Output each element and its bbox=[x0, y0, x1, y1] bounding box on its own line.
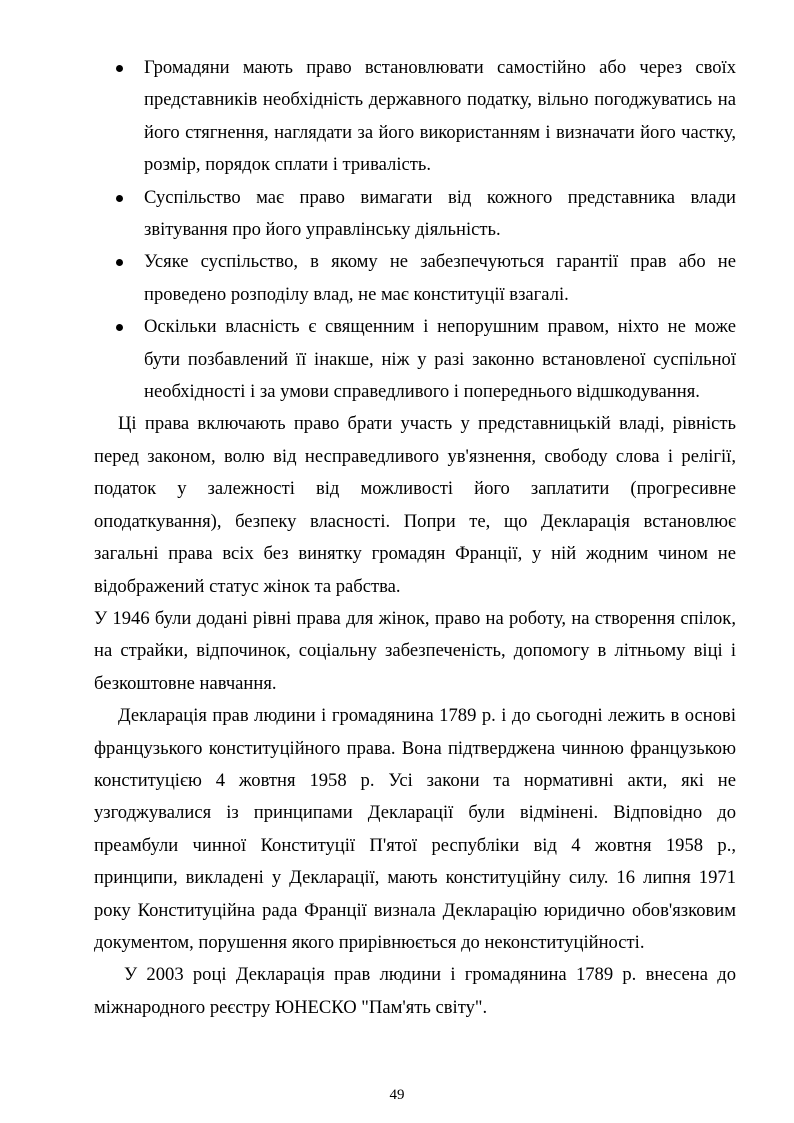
list-item bbox=[94, 311, 736, 408]
bullet-icon bbox=[116, 259, 123, 266]
constitutional-basis-paragraph: Декларація прав людини і громадянина 1789 р. і до сьогодні лежить в основі французького конституційного права. Вона підтверджена чинною французькою конституцією 4 жовтня 1958 р. Усі закони та нормативні акти, які не узгоджувалися із принципами Декларації були відмінені. Відповідно до преамбули чинної Конституції П'ятої республіки від 4 жовтня 1958 р., принципи, викладені у Декларації, мають конституційну силу. 16 липня 1971 року Конституційна рада Франції визнала Декларацію юридично обов'язковим документом, порушення якого прирівнюється до неконституційності. bbox=[94, 705, 736, 953]
page-number: 49 bbox=[389, 1087, 405, 1103]
list-item bbox=[94, 182, 736, 247]
rights-bullet-list bbox=[94, 52, 736, 408]
bullet-icon bbox=[116, 324, 123, 331]
list-item bbox=[94, 52, 736, 182]
list-item bbox=[94, 246, 736, 311]
year-1946-paragraph: У 1946 були додані рівні права для жінок, право на роботу, на створення спілок, на страйки, відпочинок, соціальну забезпеченість, допомогу в літньому віці і безкоштовне навчання. bbox=[94, 607, 736, 694]
bullet-icon bbox=[116, 65, 123, 72]
unesco-paragraph: У 2003 році Декларація прав людини і громадянина 1789 р. внесена до міжнародного реєстру ЮНЕСКО "Пам'ять світу". bbox=[94, 964, 736, 1018]
list-item-text: Оскільки власність є священним і непорушним правом, ніхто не може бути позбавлений її інакше, ніж у разі законно встановленої суспільної необхідності і за умови справедливого і попереднього відшкодування. bbox=[144, 316, 736, 403]
list-item-text: Усяке суспільство, в якому не забезпечуються гарантії прав або не проведено розподілу влад, не має конституції взагалі. bbox=[144, 251, 736, 305]
bullet-icon bbox=[116, 195, 123, 202]
rights-paragraph: Ці права включають право брати участь у представницькій владі, рівність перед законом, волю від несправедливого ув'язнення, свободу слова і релігії, податок у залежності від можливості його заплатити (прогресивне оподаткування), безпеку власності. Попри те, що Декларація встановлює загальні права всіх без винятку громадян Франції, у ній жодним чином не відображений статус жінок та рабства. bbox=[94, 413, 736, 597]
page-body bbox=[94, 52, 736, 1024]
list-item-text: Суспільство має право вимагати від кожного представника влади звітування про його управлінську діяльність. bbox=[144, 186, 736, 241]
list-item-text: Громадяни мають право встановлювати самостійно або через своїх представників необхідність державного податку, вільно погоджуватись на його стягнення, наглядати за його використанням і визначати його частку, розмір, порядок сплати і тривалість. bbox=[144, 57, 736, 176]
